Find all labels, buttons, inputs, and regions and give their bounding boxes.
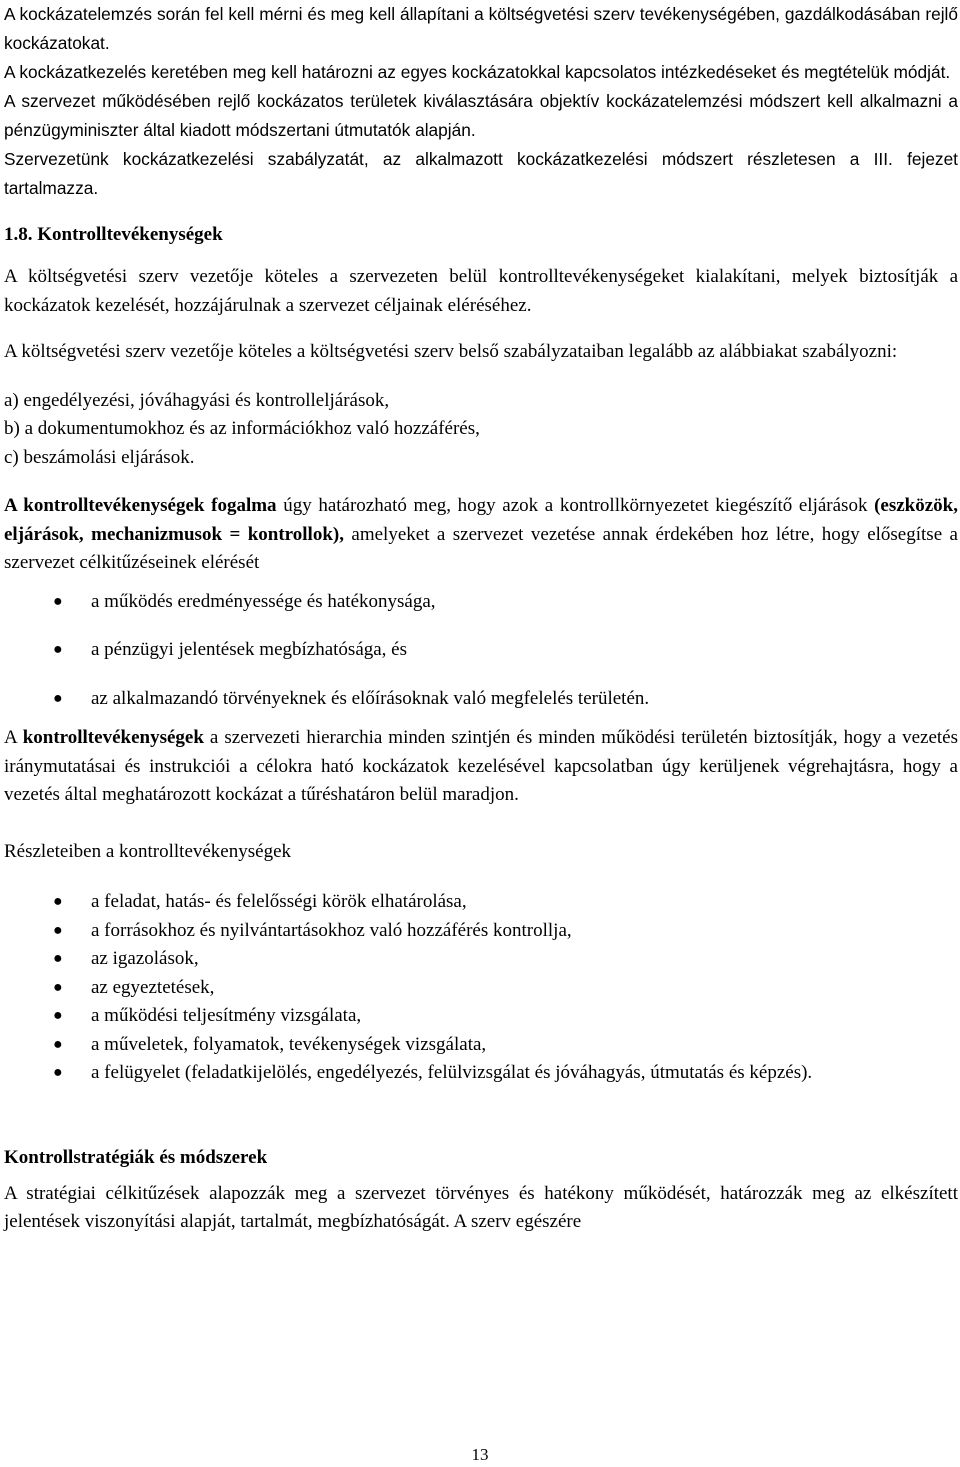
bullet-icon: ●	[53, 950, 63, 967]
definition-bold-start: A kontrolltevékenységek fogalma	[4, 495, 277, 516]
list-item: ● a működés eredményessége és hatékonysága,	[4, 588, 958, 617]
intro-paragraph-4: Szervezetünk kockázatkezelési szabályzatát, az alkalmazott kockázatkezelési módszert részletesen a III. fejezet tartalmazza.	[4, 149, 958, 198]
lettered-item-b: b) a dokumentumokhoz és az információkhoz való hozzáférés,	[4, 418, 480, 439]
document-page	[4, 0, 958, 1237]
bullet-icon: ●	[53, 978, 63, 996]
bullet-icon: ●	[53, 689, 63, 707]
list-item: ● a műveletek, folyamatok, tevékenységek vizsgálata,	[4, 1031, 958, 1060]
bullet-icon: ●	[53, 1064, 63, 1081]
bullet-icon: ●	[53, 893, 63, 910]
definition-text-2: amelyeket a szervezet vezetése annak érdekében hoz létre, hogy elősegítse a szervezet célkitűzéseinek elérését	[4, 523, 958, 573]
definition-text-1: úgy határozható meg, hogy azok a kontrollkörnyezetet kiegészítő eljárások	[276, 495, 875, 516]
bullet-icon: ●	[53, 641, 63, 658]
list-item: ● a feladat, hatás- és felelősségi körök elhatárolása,	[4, 888, 958, 917]
paragraph-3-bold: kontrolltevékenységek	[22, 727, 204, 748]
page-number: 13	[471, 1445, 489, 1464]
list-item: ● a működési teljesítmény vizsgálata,	[4, 1002, 958, 1031]
lettered-item-a: a) engedélyezési, jóváhagyási és kontrolleljárások,	[4, 389, 390, 411]
paragraph-2: A költségvetési szerv vezetője köteles a költségvetési szerv belső szabályzataiban legalább az alábbiakat szabályozni:	[4, 341, 898, 362]
list-item: ● az egyeztetések,	[4, 974, 958, 1003]
definition-bold-mid: (eszközök, eljárások, mechanizmusok = kontrollok),	[4, 495, 958, 545]
lettered-list	[4, 387, 958, 473]
bullet-icon: ●	[53, 1007, 63, 1024]
bullet-icon: ●	[53, 921, 63, 939]
intro-paragraph-3: A szervezet működésében rejlő kockázatos területek kiválasztására objektív kockázatelemzési módszert kell alkalmazni a pénzügyminiszter által kiadott módszertani útmutatók alapján.	[4, 91, 958, 140]
details-heading: Részleteiben a kontrolltevékenységek	[4, 840, 292, 862]
list-item: ● a felügyelet (feladatkijelölés, engedélyezés, felülvizsgálat és jóváhagyás, útmutatás és képzés).	[4, 1059, 958, 1088]
intro-paragraph-2: A kockázatkezelés keretében meg kell határozni az egyes kockázatokkal kapcsolatos intézkedéseket és megtételük módját.	[4, 62, 951, 82]
definition-paragraph	[4, 492, 958, 578]
paragraph-1: A költségvetési szerv vezetője köteles a szervezeten belül kontrolltevékenységeket kialakítani, melyek biztosítják a kockázatok kezelését, hozzájárulnak a szervezet céljainak eléréséhez.	[4, 266, 958, 316]
strategy-heading: Kontrollstratégiák és módszerek	[4, 1146, 268, 1168]
paragraph-3: A kontrolltevékenységek a szervezeti hierarchia minden szintjén és minden működési területén biztosítják, hogy a vezetés iránymutatásai és instrukciói a célokra ható kockázatok kezelésével kapcsolatban úgy kerüljenek végrehajtásra, hogy a vezetés által meghatározott kockázat a tűréshatáron belül maradjon.	[4, 727, 958, 805]
list-item: ● az igazolások,	[4, 945, 958, 974]
bullet-list-2	[4, 888, 958, 1088]
lettered-item-c: c) beszámolási eljárások.	[4, 446, 195, 468]
strategy-paragraph: A stratégiai célkitűzések alapozzák meg a szervezet törvényes és hatékony működését, határozzák meg az elkészített jelentések viszonyítási alapját, tartalmát, megbízhatóságát. A szerv egészére	[4, 1182, 958, 1232]
list-item: ● a forrásokhoz és nyilvántartásokhoz való hozzáférés kontrollja,	[4, 917, 958, 946]
list-item: ● az alkalmazandó törvényeknek és előírásoknak való megfelelés területén.	[4, 685, 958, 714]
intro-paragraph-1: A kockázatelemzés során fel kell mérni és meg kell állapítani a költségvetési szerv tevékenységében, gazdálkodásában rejlő kockázatokat.	[4, 4, 958, 53]
bullet-list-1	[4, 588, 958, 714]
section-heading: 1.8. Kontrolltevékenységek	[4, 224, 223, 245]
bullet-icon: ●	[53, 592, 63, 610]
intro-block	[4, 0, 958, 203]
list-item: ● a pénzügyi jelentések megbízhatósága, és	[4, 636, 958, 665]
bullet-icon: ●	[53, 1035, 63, 1053]
